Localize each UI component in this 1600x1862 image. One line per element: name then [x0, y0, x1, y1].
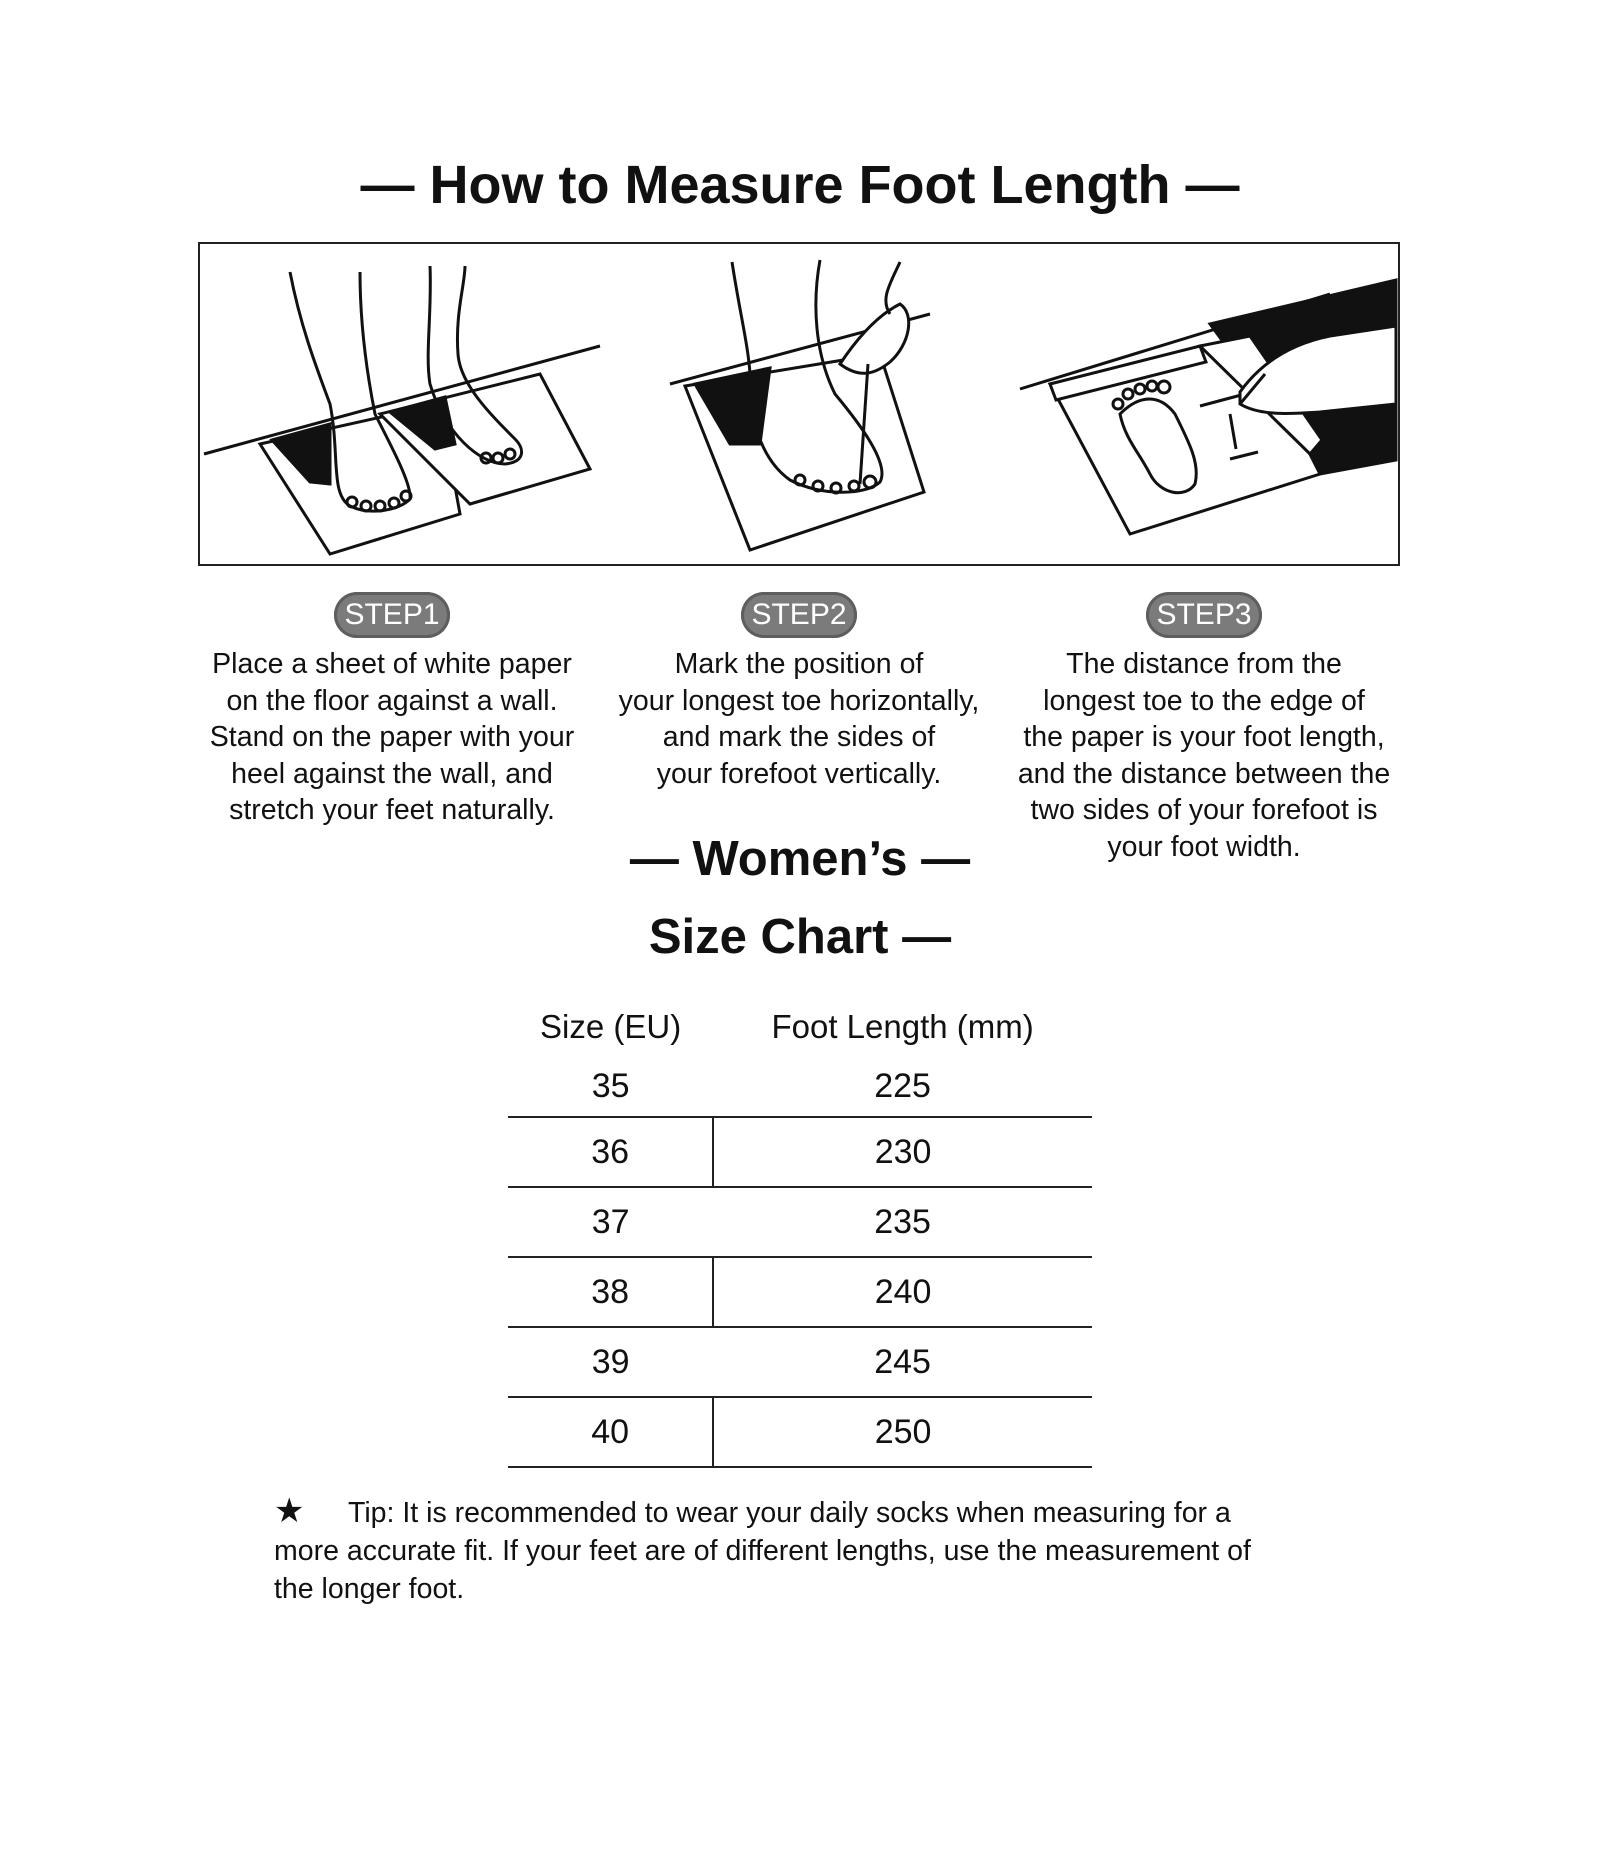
step1-text: Place a sheet of white paper on the floor against a wall. Stand on the paper with your heel against the wall, and stretch your feet naturally. — [209, 648, 575, 826]
table-row — [508, 1056, 1092, 1117]
table-row — [508, 1117, 1092, 1187]
column-header-size: Size (EU) — [540, 1008, 682, 1045]
table-header-row — [508, 998, 1092, 1056]
table-row — [508, 1257, 1092, 1327]
length-cell: 225 — [713, 1056, 1092, 1117]
page-title: — How to Measure Foot Length — — [360, 155, 1240, 215]
size-chart-title-line2: Size Chart — — [648, 910, 952, 964]
step1-badge: STEP1 — [334, 592, 450, 638]
length-cell: 235 — [713, 1187, 1092, 1257]
table-row — [508, 1187, 1092, 1257]
table-row — [508, 1327, 1092, 1397]
feet-on-paper-icon — [204, 266, 600, 554]
length-cell: 230 — [713, 1117, 1092, 1187]
size-cell: 36 — [508, 1117, 713, 1187]
star-icon: ★ — [274, 1492, 305, 1530]
illustration-svg — [200, 244, 1398, 564]
tip-note: ★ Tip: It is recommended to wear your daily socks when measuring for a more accurate fit. If your feet are of different lengths, use the measurement of the longer foot. — [274, 1492, 1251, 1605]
step2-badge: STEP2 — [741, 592, 857, 638]
size-cell: 39 — [508, 1327, 713, 1397]
step2-text: Mark the position of your longest toe horizontally, and mark the sides of your forefoot vertically. — [618, 648, 980, 790]
table-row — [508, 1397, 1092, 1467]
size-cell: 37 — [508, 1187, 713, 1257]
length-cell: 240 — [713, 1257, 1092, 1327]
marking-toe-icon — [670, 260, 930, 550]
size-table — [508, 998, 1092, 1468]
step3-badge: STEP3 — [1146, 592, 1262, 638]
step3-text: The distance from the longest toe to the edge of the paper is your foot length, and the distance between the two sides of your forefoot is your foot width. — [1017, 648, 1391, 863]
size-chart-title-line1: — Women’s — — [629, 832, 971, 886]
size-cell: 38 — [508, 1257, 713, 1327]
column-header-length: Foot Length (mm) — [771, 1008, 1034, 1045]
size-cell: 35 — [508, 1056, 713, 1117]
measurement-illustration — [198, 242, 1400, 566]
ruler-measure-icon — [1020, 280, 1396, 534]
length-cell: 245 — [713, 1327, 1092, 1397]
length-cell: 250 — [713, 1397, 1092, 1467]
size-cell: 40 — [508, 1397, 713, 1467]
